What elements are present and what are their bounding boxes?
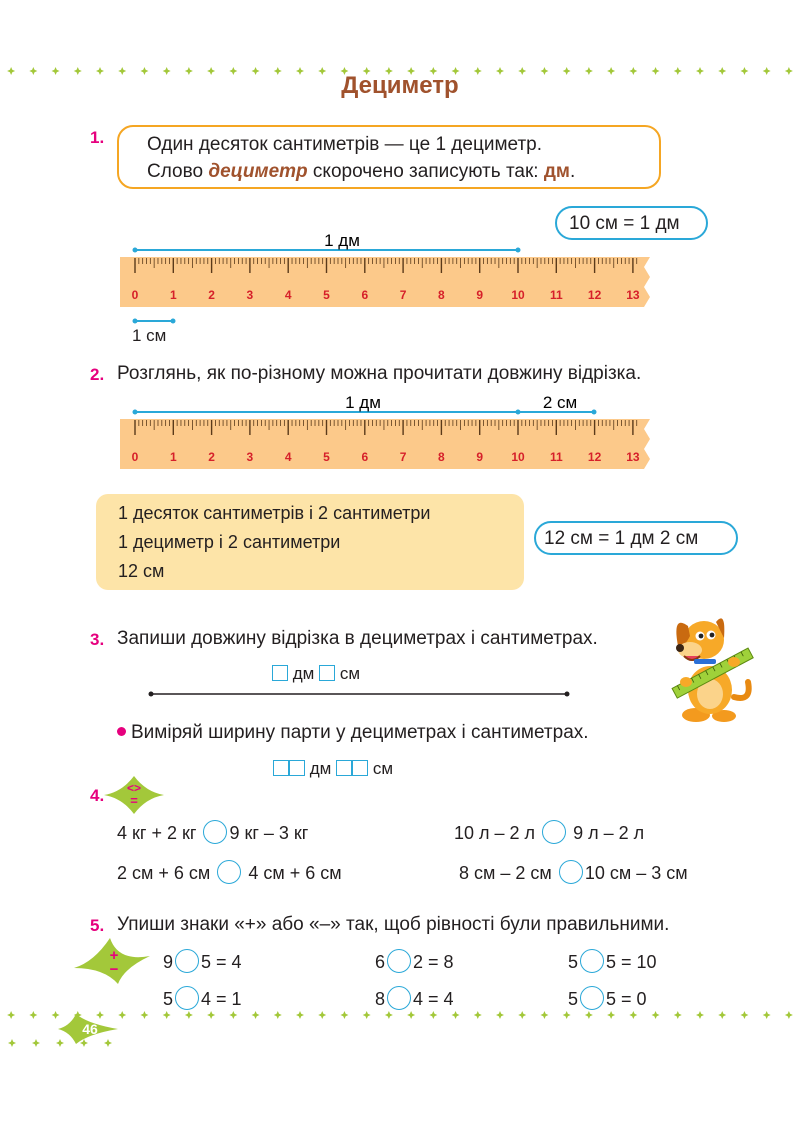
star-ornament bbox=[163, 1011, 171, 1019]
dm-label: 1 дм bbox=[345, 393, 381, 412]
sign-circle[interactable] bbox=[580, 949, 604, 973]
star-ornament bbox=[29, 1011, 37, 1019]
ruler-number: 11 bbox=[549, 288, 563, 302]
sign-item-5: 8 4 = 4 bbox=[375, 986, 454, 1010]
star-ornament bbox=[318, 1011, 326, 1019]
star-ornament bbox=[496, 1011, 504, 1019]
ruler-number: 4 bbox=[284, 288, 292, 302]
star-ornament bbox=[185, 1011, 193, 1019]
star-ornament bbox=[607, 1011, 615, 1019]
compare-item-3: 2 см + 6 см 4 см + 6 см bbox=[117, 860, 342, 884]
star-ornament bbox=[229, 1011, 237, 1019]
task-2-text: Розглянь, як по-різному можна прочитати довжину відрізка. bbox=[117, 363, 642, 384]
segment-endpoint bbox=[133, 319, 138, 324]
task-1-number: 1. bbox=[90, 128, 105, 147]
answer-box-cm-2[interactable] bbox=[352, 760, 368, 776]
compare-item-2: 10 л – 2 л 9 л – 2 л bbox=[454, 820, 644, 844]
definition-line-2: Слово дециметр скорочено записують так: дм. bbox=[147, 161, 576, 182]
compare-item-4: 8 см – 2 см 10 см – 3 см bbox=[459, 860, 688, 884]
sign-item-2: 6 2 = 8 bbox=[375, 949, 454, 973]
page-number-badge bbox=[56, 1012, 122, 1046]
star-ornament bbox=[363, 1011, 371, 1019]
dm-label: 1 дм bbox=[324, 231, 360, 250]
sign-item-3: 5 5 = 10 bbox=[568, 949, 657, 973]
star-ornament bbox=[340, 1011, 348, 1019]
ruler-number: 12 bbox=[587, 450, 602, 464]
sign-item-1: 9 5 = 4 bbox=[163, 949, 242, 973]
svg-text:−: − bbox=[109, 961, 119, 978]
answer-box-cm-1[interactable] bbox=[336, 760, 352, 776]
star-ornament bbox=[696, 1011, 704, 1019]
sign-circle[interactable] bbox=[175, 949, 199, 973]
star-ornament bbox=[32, 1039, 40, 1047]
svg-text:<>: <> bbox=[126, 781, 142, 795]
answer-box-dm-1[interactable] bbox=[273, 760, 289, 776]
star-ornament bbox=[8, 1039, 16, 1047]
sign-item-4: 5 4 = 1 bbox=[163, 986, 242, 1010]
segment-endpoint bbox=[592, 410, 597, 415]
star-ornament bbox=[718, 1011, 726, 1019]
answer-box-cm[interactable] bbox=[319, 665, 335, 681]
segment-endpoint bbox=[171, 319, 176, 324]
ruler-number: 3 bbox=[246, 288, 254, 302]
sign-circle[interactable] bbox=[175, 986, 199, 1010]
ruler-figure-1 bbox=[120, 228, 660, 330]
star-ornament bbox=[585, 1011, 593, 1019]
ruler-number: 2 bbox=[208, 288, 215, 302]
star-ornament bbox=[563, 1011, 571, 1019]
segment-endpoint bbox=[516, 248, 521, 253]
ruler-number: 6 bbox=[361, 288, 369, 302]
answer-box-dm-2[interactable] bbox=[289, 760, 305, 776]
star-ornament bbox=[274, 1011, 282, 1019]
star-ornament bbox=[296, 1011, 304, 1019]
ruler-number: 1 bbox=[169, 450, 177, 464]
star-ornament bbox=[518, 1011, 526, 1019]
definition-line-1: Один десяток сантиметрів — це 1 дециметр. bbox=[147, 134, 542, 155]
ruler-number: 10 bbox=[511, 450, 525, 464]
ruler-number: 13 bbox=[626, 288, 640, 302]
ruler-number: 13 bbox=[626, 450, 640, 464]
variant-line-1: 1 десяток сантиметрів і 2 сантиметри bbox=[118, 503, 431, 523]
segment-midpoint bbox=[516, 410, 521, 415]
page-title: Дециметр bbox=[341, 72, 459, 99]
star-ornament bbox=[429, 1011, 437, 1019]
cm-label: 2 см bbox=[542, 393, 578, 412]
compare-item-1: 4 кг + 2 кг 9 кг – 3 кг bbox=[117, 820, 308, 844]
answer-template-1: дм см bbox=[272, 664, 360, 684]
ruler-figure-2 bbox=[120, 390, 660, 475]
ruler-number: 10 bbox=[511, 288, 525, 302]
ruler-number: 8 bbox=[438, 450, 445, 464]
definition-keyword: дециметр bbox=[208, 161, 308, 182]
task-2-number: 2. bbox=[90, 365, 105, 384]
star-ornament bbox=[207, 1011, 215, 1019]
ruler-number: 4 bbox=[284, 450, 292, 464]
star-ornament bbox=[740, 1011, 748, 1019]
ruler-number: 1 bbox=[169, 288, 177, 302]
ruler-number: 5 bbox=[323, 288, 330, 302]
compare-circle[interactable] bbox=[542, 820, 566, 844]
task-3-text: Запиши довжину відрізка в дециметрах і сантиметрах. bbox=[117, 628, 598, 649]
star-ornament bbox=[7, 1011, 15, 1019]
answer-template-2: дм см bbox=[273, 759, 393, 779]
ruler-number: 0 bbox=[131, 450, 139, 464]
page-number: 46 bbox=[82, 1021, 98, 1037]
star-ornament bbox=[474, 1011, 482, 1019]
equality-pill-1: 10 см = 1 дм bbox=[555, 206, 708, 240]
dog-mascot-illustration bbox=[664, 612, 759, 724]
definition-box bbox=[117, 125, 661, 189]
star-ornament bbox=[763, 1011, 771, 1019]
star-ornament bbox=[652, 1011, 660, 1019]
ruler-number: 11 bbox=[549, 450, 563, 464]
ruler-number: 2 bbox=[208, 450, 215, 464]
ruler-body bbox=[120, 419, 650, 469]
sign-circle[interactable] bbox=[387, 986, 411, 1010]
star-ornament bbox=[452, 1011, 460, 1019]
star-ornament bbox=[407, 1011, 415, 1019]
ruler-number: 5 bbox=[323, 450, 330, 464]
bullet-task: Виміряй ширину парти у дециметрах і сантиметрах. bbox=[117, 722, 589, 744]
task-5-text: Упиши знаки «+» або «–» так, щоб рівності були правильними. bbox=[117, 914, 670, 935]
answer-box-dm[interactable] bbox=[272, 665, 288, 681]
ruler-number: 3 bbox=[246, 450, 254, 464]
segment-to-measure bbox=[145, 688, 575, 700]
star-ornament bbox=[385, 1011, 393, 1019]
bullet-icon bbox=[117, 727, 126, 736]
ruler-number: 9 bbox=[476, 288, 484, 302]
definition-abbreviation: дм bbox=[543, 161, 570, 182]
ruler-number: 7 bbox=[399, 288, 407, 302]
star-ornament bbox=[140, 1011, 148, 1019]
task-3-number: 3. bbox=[90, 630, 105, 649]
cm-label: 1 см bbox=[132, 326, 167, 345]
ruler-number: 8 bbox=[438, 288, 445, 302]
svg-text:+: + bbox=[109, 947, 119, 964]
task-5-number: 5. bbox=[90, 916, 105, 935]
plus-minus-icon bbox=[74, 938, 150, 984]
compare-circle[interactable] bbox=[217, 860, 241, 884]
segment-endpoint bbox=[133, 410, 138, 415]
segment-endpoint bbox=[133, 248, 138, 253]
ruler-number: 0 bbox=[131, 288, 139, 302]
sign-circle[interactable] bbox=[580, 986, 604, 1010]
reading-variants-box bbox=[96, 494, 524, 590]
svg-text:=: = bbox=[130, 793, 138, 808]
sign-item-6: 5 5 = 0 bbox=[568, 986, 647, 1010]
ruler-body bbox=[120, 257, 650, 307]
variant-line-3: 12 см bbox=[118, 561, 165, 581]
ruler-number: 9 bbox=[476, 450, 484, 464]
star-ornament bbox=[785, 1011, 793, 1019]
ruler-number: 6 bbox=[361, 450, 369, 464]
star-ornament bbox=[252, 1011, 260, 1019]
compare-circle[interactable] bbox=[559, 860, 583, 884]
sign-circle[interactable] bbox=[387, 949, 411, 973]
equality-pill-2: 12 см = 1 дм 2 см bbox=[534, 521, 738, 555]
compare-signs-icon bbox=[104, 776, 164, 814]
star-ornament bbox=[540, 1011, 548, 1019]
star-ornament bbox=[674, 1011, 682, 1019]
ruler-number: 12 bbox=[587, 288, 602, 302]
variant-line-2: 1 дециметр і 2 сантиметри bbox=[118, 532, 341, 552]
task-4-number: 4. bbox=[90, 786, 105, 805]
compare-circle[interactable] bbox=[203, 820, 227, 844]
ruler-number: 7 bbox=[399, 450, 407, 464]
star-ornament bbox=[629, 1011, 637, 1019]
